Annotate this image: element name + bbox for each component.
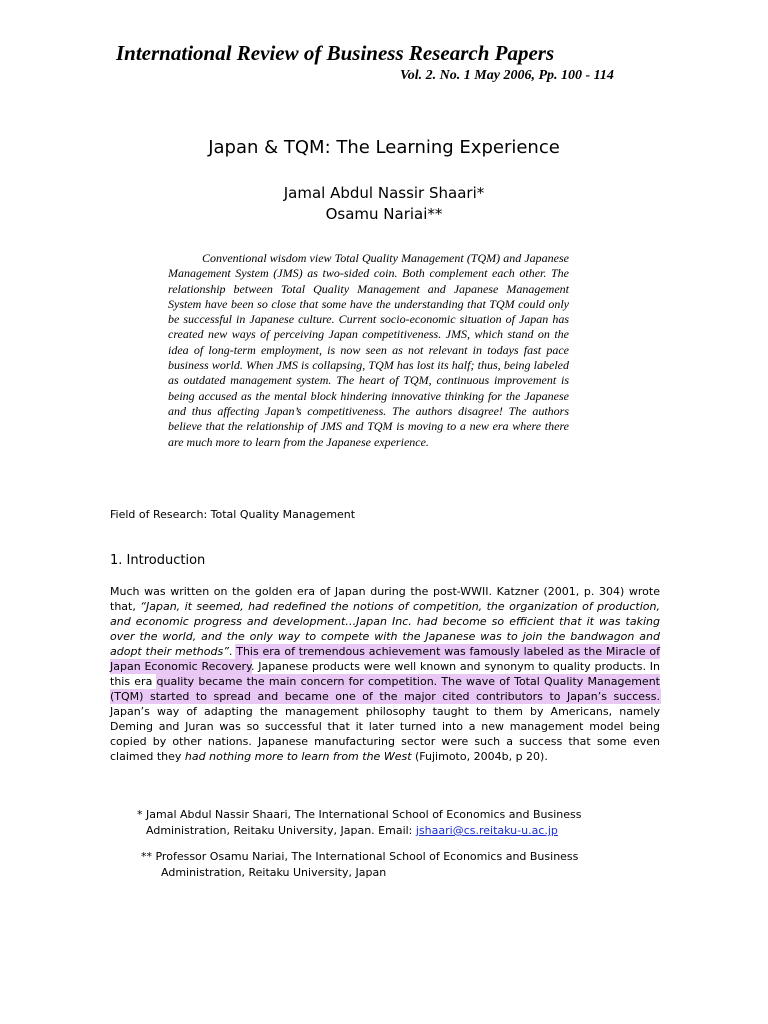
intro-text-5: (Fujimoto, 2004b, p 20). (411, 750, 548, 763)
abstract (168, 251, 569, 450)
section-number: 1. (110, 553, 123, 568)
katzner-quote: “Japan, it seemed, had redefined the notions of competition, the organization of production, and economic progress and development…Japan Inc. had become so efficient that it was taking over the world, and the only way to compete with the Japanese was to join the bandwagon and adopt their methods” (110, 600, 660, 658)
author-2: Osamu Nariai** (325, 205, 443, 223)
intro-text-3: . Japanese products were well known and synonym to quality products. In this era (110, 660, 661, 688)
footnote-2-line-1: ** Professor Osamu Nariai, The International School of Economics and Business (141, 850, 579, 863)
footnote-2-line-2: Administration, Reitaku University, Japan (161, 866, 387, 879)
footnote-1-line-2 (137, 823, 617, 839)
intro-text-2: . (228, 645, 237, 658)
section-title: Introduction (126, 553, 206, 568)
section-heading (110, 553, 205, 568)
introduction-body (110, 584, 660, 764)
footnote-2 (141, 849, 621, 881)
volume-info: Vol. 2. No. 1 May 2006, Pp. 100 - 114 (400, 68, 614, 83)
highlight-miracle: This era of tremendous achievement was famously labeled as the Miracle of Japan Economic Recovery (110, 645, 660, 673)
introduction-paragraph (110, 584, 660, 764)
fujimoto-quote: had nothing more to learn from the West (184, 750, 412, 763)
footnote-1-line-1: * Jamal Abdul Nassir Shaari, The International School of Economics and Business (137, 808, 582, 821)
paper-title: Japan & TQM: The Learning Experience (208, 137, 560, 158)
footnote-1 (137, 807, 617, 839)
footnote-1-affiliation: Administration, Reitaku University, Japan. Email: (146, 824, 416, 837)
author-1: Jamal Abdul Nassir Shaari* (283, 184, 485, 202)
field-of-research: Field of Research: Total Quality Management (110, 508, 356, 521)
highlight-tqm-wave: quality became the main concern for competition. The wave of Total Quality Management (TQM) started to spread and became one of the major cited contributors to Japan’s success. (110, 675, 660, 703)
intro-text-4: Japan’s way of adapting the management philosophy taught to them by Americans, namely Deming and Juran was so successful that it later turned into a new management model being copied by other nations. Japanese manufacturing sector were such a success that some even claimed they (110, 705, 660, 763)
intro-text-1: Much was written on the golden era of Japan during the post-WWII. Katzner (2001, p. 304) wrote that, (110, 585, 660, 613)
journal-title: International Review of Business Research Papers (116, 41, 555, 65)
email-link[interactable]: jshaari@cs.reitaku-u.ac.jp (415, 824, 558, 837)
abstract-text: Conventional wisdom view Total Quality Management (TQM) and Japanese Management System (JMS) as two-sided coin. Both complement each other. The relationship between Total Quality Management and Japanese Management System have been so close that some have the understanding that TQM could only be successful in Japanese culture. Current socio-economic situation of Japan has created new ways of perceiving Japan competitiveness. JMS, which stand on the idea of long-term employment, is now seen as not relevant in todays fast pace business world. When JMS is collapsing, TQM has lost its half; thus, being labeled as outdated management system. The heart of TQM, continuous improvement is being accused as the mental block hindering innovative thinking for the Japanese and thus affecting Japan’s competitiveness. The authors disagree! The authors believe that the relationship of JMS and TQM is moving to a new era where there are much more to learn from the Japanese experience. (168, 251, 569, 449)
